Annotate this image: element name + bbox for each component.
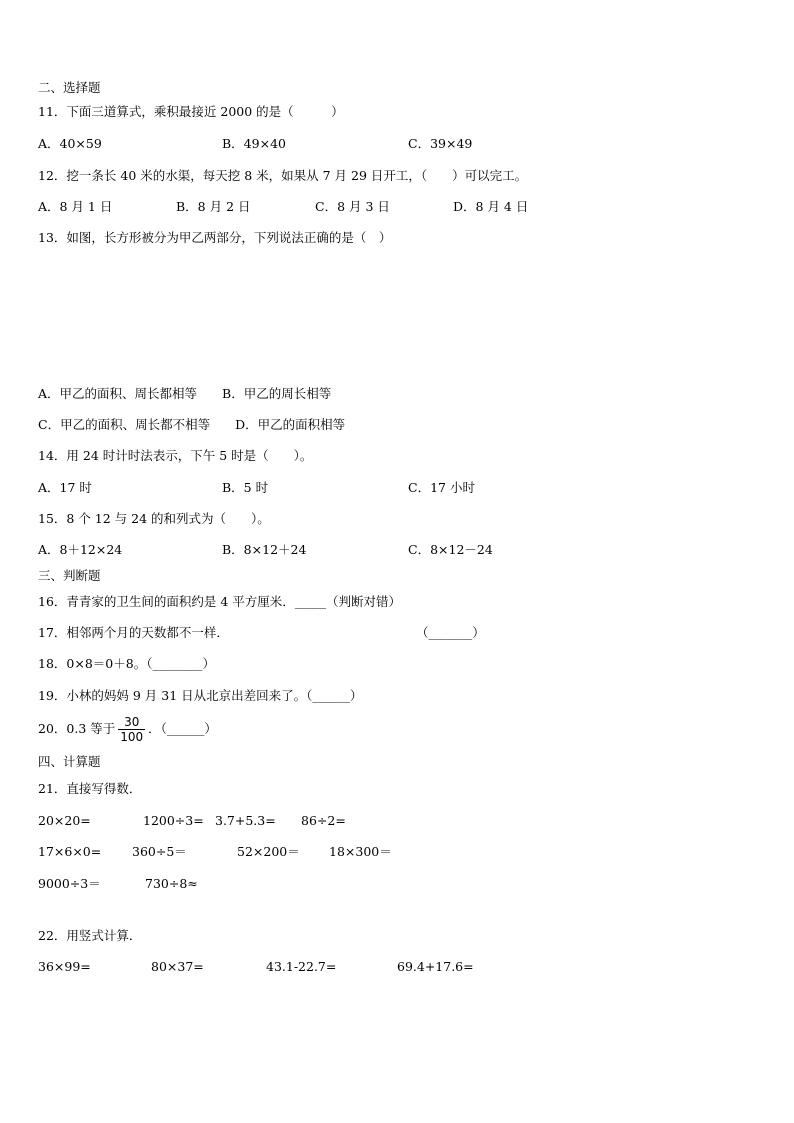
question-12-stem: 12．挖一条长 40 米的水渠，每天挖 8 米，如果从 7 月 29 日开工，（ ）可以完工。 bbox=[38, 168, 528, 183]
calc-item: 69.4+17.6= bbox=[397, 959, 474, 974]
section-title-judgement: 三、判断题 bbox=[38, 568, 101, 583]
question-12-option-a[interactable]: A．8 月 1 日 bbox=[38, 199, 113, 214]
calc-item: 52×200＝ bbox=[237, 844, 300, 859]
calc-item: 730÷8≈ bbox=[145, 876, 198, 891]
question-15-option-c[interactable]: C．8×12－24 bbox=[408, 542, 493, 557]
calc-item: 43.1-22.7= bbox=[266, 959, 337, 974]
question-15-stem: 15．8 个 12 与 24 的和列式为（ ）。 bbox=[38, 511, 270, 526]
question-11-option-b[interactable]: B．49×40 bbox=[222, 136, 286, 151]
question-11-option-a[interactable]: A．40×59 bbox=[38, 136, 102, 151]
calc-item: 20×20= bbox=[38, 813, 91, 828]
calc-item: 3.7+5.3= bbox=[215, 813, 276, 828]
section-title-calculation: 四、计算题 bbox=[38, 754, 101, 769]
question-15-option-a[interactable]: A．8＋12×24 bbox=[38, 542, 123, 557]
calc-item: 360÷5＝ bbox=[132, 844, 187, 859]
question-13-options-cd[interactable]: C．甲乙的面积、周长都不相等 D．甲乙的面积相等 bbox=[38, 417, 346, 432]
question-12-option-d[interactable]: D．8 月 4 日 bbox=[453, 199, 529, 214]
question-22: 22．用竖式计算． bbox=[38, 928, 142, 943]
calc-item: 86÷2= bbox=[301, 813, 346, 828]
question-21: 21．直接写得数． bbox=[38, 781, 142, 796]
calc-item: 18×300＝ bbox=[329, 844, 392, 859]
question-14-stem: 14．用 24 时计时法表示，下午 5 时是（ ）。 bbox=[38, 448, 313, 463]
question-17-answer-blank[interactable]: （_______） bbox=[416, 625, 485, 640]
fraction-denominator: 100 bbox=[120, 730, 144, 744]
question-16: 16．青青家的卫生间的面积约是 4 平方厘米．_____（判断对错） bbox=[38, 594, 402, 609]
question-11-option-c[interactable]: C．39×49 bbox=[408, 136, 473, 151]
question-12-option-c[interactable]: C．8 月 3 日 bbox=[315, 199, 390, 214]
calc-item: 9000÷3＝ bbox=[38, 876, 101, 891]
question-12-option-b[interactable]: B．8 月 2 日 bbox=[176, 199, 251, 214]
fraction bbox=[118, 715, 145, 744]
section-title-choice: 二、选择题 bbox=[38, 80, 101, 95]
calc-item: 80×37= bbox=[151, 959, 204, 974]
question-14-option-b[interactable]: B．5 时 bbox=[222, 480, 269, 495]
fraction-numerator: 30 bbox=[118, 715, 145, 730]
question-20-prefix: 20．0.3 等于 bbox=[38, 721, 116, 736]
question-19: 19．小林的妈妈 9 月 31 日从北京出差回来了。（______） bbox=[38, 688, 363, 703]
calc-item: 1200÷3= bbox=[143, 813, 204, 828]
question-13-stem: 13．如图，长方形被分为甲乙两部分，下列说法正确的是（ ） bbox=[38, 230, 392, 245]
question-13-options-ab[interactable]: A．甲乙的面积、周长都相等 B．甲乙的周长相等 bbox=[38, 386, 332, 401]
question-18: 18．0×8＝0＋8。（________） bbox=[38, 656, 215, 671]
question-15-option-b[interactable]: B．8×12＋24 bbox=[222, 542, 307, 557]
question-17: 17．相邻两个月的天数都不一样． bbox=[38, 625, 229, 640]
question-14-option-c[interactable]: C．17 小时 bbox=[408, 480, 475, 495]
calc-item: 36×99= bbox=[38, 959, 91, 974]
question-20 bbox=[38, 714, 217, 744]
question-11-stem: 11．下面三道算式，乘积最接近 2000 的是（ ） bbox=[38, 104, 344, 119]
calc-item: 17×6×0= bbox=[38, 844, 102, 859]
question-14-option-a[interactable]: A．17 时 bbox=[38, 480, 92, 495]
question-20-suffix: ．（______） bbox=[148, 721, 217, 736]
